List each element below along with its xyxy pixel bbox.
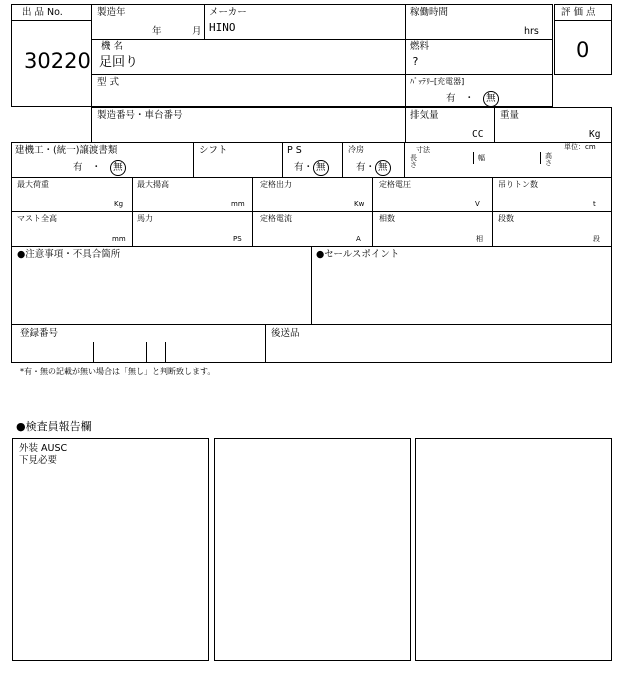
weight-unit: Kg — [589, 129, 601, 140]
inspector-box-1-line-1: 外装 AUSC — [19, 443, 68, 454]
lift-ton-label: 吊りトン数 — [498, 180, 538, 189]
weight-label: 重量 — [500, 110, 520, 121]
max-load-unit: Kg — [114, 200, 124, 208]
dims-unit-note: 単位：cm — [564, 143, 596, 151]
dims-divider-2 — [540, 152, 541, 164]
month-unit: 月 — [192, 26, 202, 37]
battery-dot: ・ — [464, 93, 475, 104]
inspector-heading: ●検査員報告欄 — [16, 420, 92, 433]
registration-tick-1 — [93, 342, 94, 363]
maker-label: メーカー — [209, 7, 247, 18]
registration-tick-2 — [146, 342, 147, 363]
fuel-label: 燃料 — [410, 41, 430, 52]
model-name-label: 機 名 — [101, 41, 124, 52]
rated-current-unit: A — [356, 235, 361, 243]
phase-label: 相数 — [379, 214, 395, 223]
ac-no: 無 — [375, 160, 391, 176]
model-type-cell — [91, 74, 406, 107]
ac-dot: ・ — [365, 162, 376, 173]
ac-label: 冷房 — [348, 145, 364, 154]
ac-options — [356, 160, 391, 176]
transfer-doc-no: 無 — [110, 160, 126, 176]
inspector-box-1 — [12, 438, 209, 661]
lot-label: 出 品 No. — [22, 7, 63, 18]
model-name-cell — [91, 39, 406, 75]
lot-value: 30220 — [24, 49, 91, 73]
displacement-label: 排気量 — [410, 110, 439, 121]
steps-unit: 段 — [593, 235, 600, 243]
transfer-doc-yes: 有 — [73, 162, 83, 173]
lift-ton-unit: t — [593, 200, 596, 208]
mast-height-label: マスト全高 — [17, 214, 57, 223]
ps-options — [294, 160, 329, 176]
serial-label: 製造番号・車台番号 — [97, 110, 183, 121]
year-unit: 年 — [152, 26, 162, 37]
selling-label: ●セールスポイント — [316, 249, 400, 260]
after-ship-box — [265, 324, 612, 363]
rated-output-label: 定格出力 — [260, 180, 292, 189]
rated-output-unit: Kw — [354, 200, 365, 208]
horsepower-unit: PS — [233, 235, 242, 243]
footnote: *有・無の記載が無い場合は「無し」と判断致します。 — [20, 367, 216, 376]
rated-voltage-unit: V — [475, 200, 480, 208]
dims-label: 寸法 — [416, 146, 430, 154]
transfer-doc-options — [73, 160, 126, 176]
model-name-value: 足回り — [99, 55, 139, 70]
max-lift-unit: mm — [231, 200, 245, 208]
battery-label: ﾊﾞｯﾃﾘｰ[充電器] — [410, 77, 465, 86]
hours-unit: hrs — [524, 26, 539, 37]
steps-label: 段数 — [498, 214, 514, 223]
dims-width-label: 幅 — [478, 154, 485, 162]
max-load-label: 最大荷重 — [17, 180, 49, 189]
ps-yes: 有 — [294, 162, 304, 173]
year-label: 製造年 — [97, 7, 126, 18]
displacement-unit: CC — [472, 129, 484, 140]
rated-voltage-label: 定格電圧 — [379, 180, 411, 189]
after-ship-label: 後送品 — [271, 328, 300, 339]
battery-no: 無 — [483, 91, 499, 107]
inspector-box-2 — [214, 438, 411, 661]
ps-dot: ・ — [303, 162, 314, 173]
rated-current-label: 定格電流 — [260, 214, 292, 223]
horsepower-label: 馬力 — [137, 214, 153, 223]
battery-options — [446, 91, 499, 107]
transfer-doc-label: 建機工・(統一)譲渡書類 — [15, 145, 118, 156]
model-type-label: 型 式 — [97, 77, 120, 88]
dims-divider-1 — [473, 152, 474, 164]
rating-value: 0 — [576, 38, 590, 62]
registration-tick-3 — [165, 342, 166, 363]
ac-yes: 有 — [356, 162, 366, 173]
shift-label: シフト — [199, 145, 228, 156]
dims-length-label: 長さ — [410, 154, 417, 169]
max-lift-label: 最大揚高 — [137, 180, 169, 189]
mast-height-unit: mm — [112, 235, 126, 243]
registration-label: 登録番号 — [20, 328, 59, 339]
inspector-box-3 — [415, 438, 612, 661]
hours-label: 稼働時間 — [410, 7, 449, 18]
ps-label: P S — [287, 145, 302, 156]
inspector-box-1-line-2: 下見必要 — [19, 455, 58, 466]
ps-no: 無 — [313, 160, 329, 176]
notes-label: ●注意事項・不具合箇所 — [17, 249, 121, 260]
fuel-value: ? — [412, 55, 419, 68]
phase-unit: 相 — [476, 235, 483, 243]
maker-value: HINO — [209, 21, 236, 34]
rating-label: 評 価 点 — [561, 7, 596, 18]
transfer-doc-dot: ・ — [91, 162, 102, 173]
battery-yes: 有 — [446, 93, 456, 104]
dims-height-label: 高さ — [545, 152, 552, 167]
